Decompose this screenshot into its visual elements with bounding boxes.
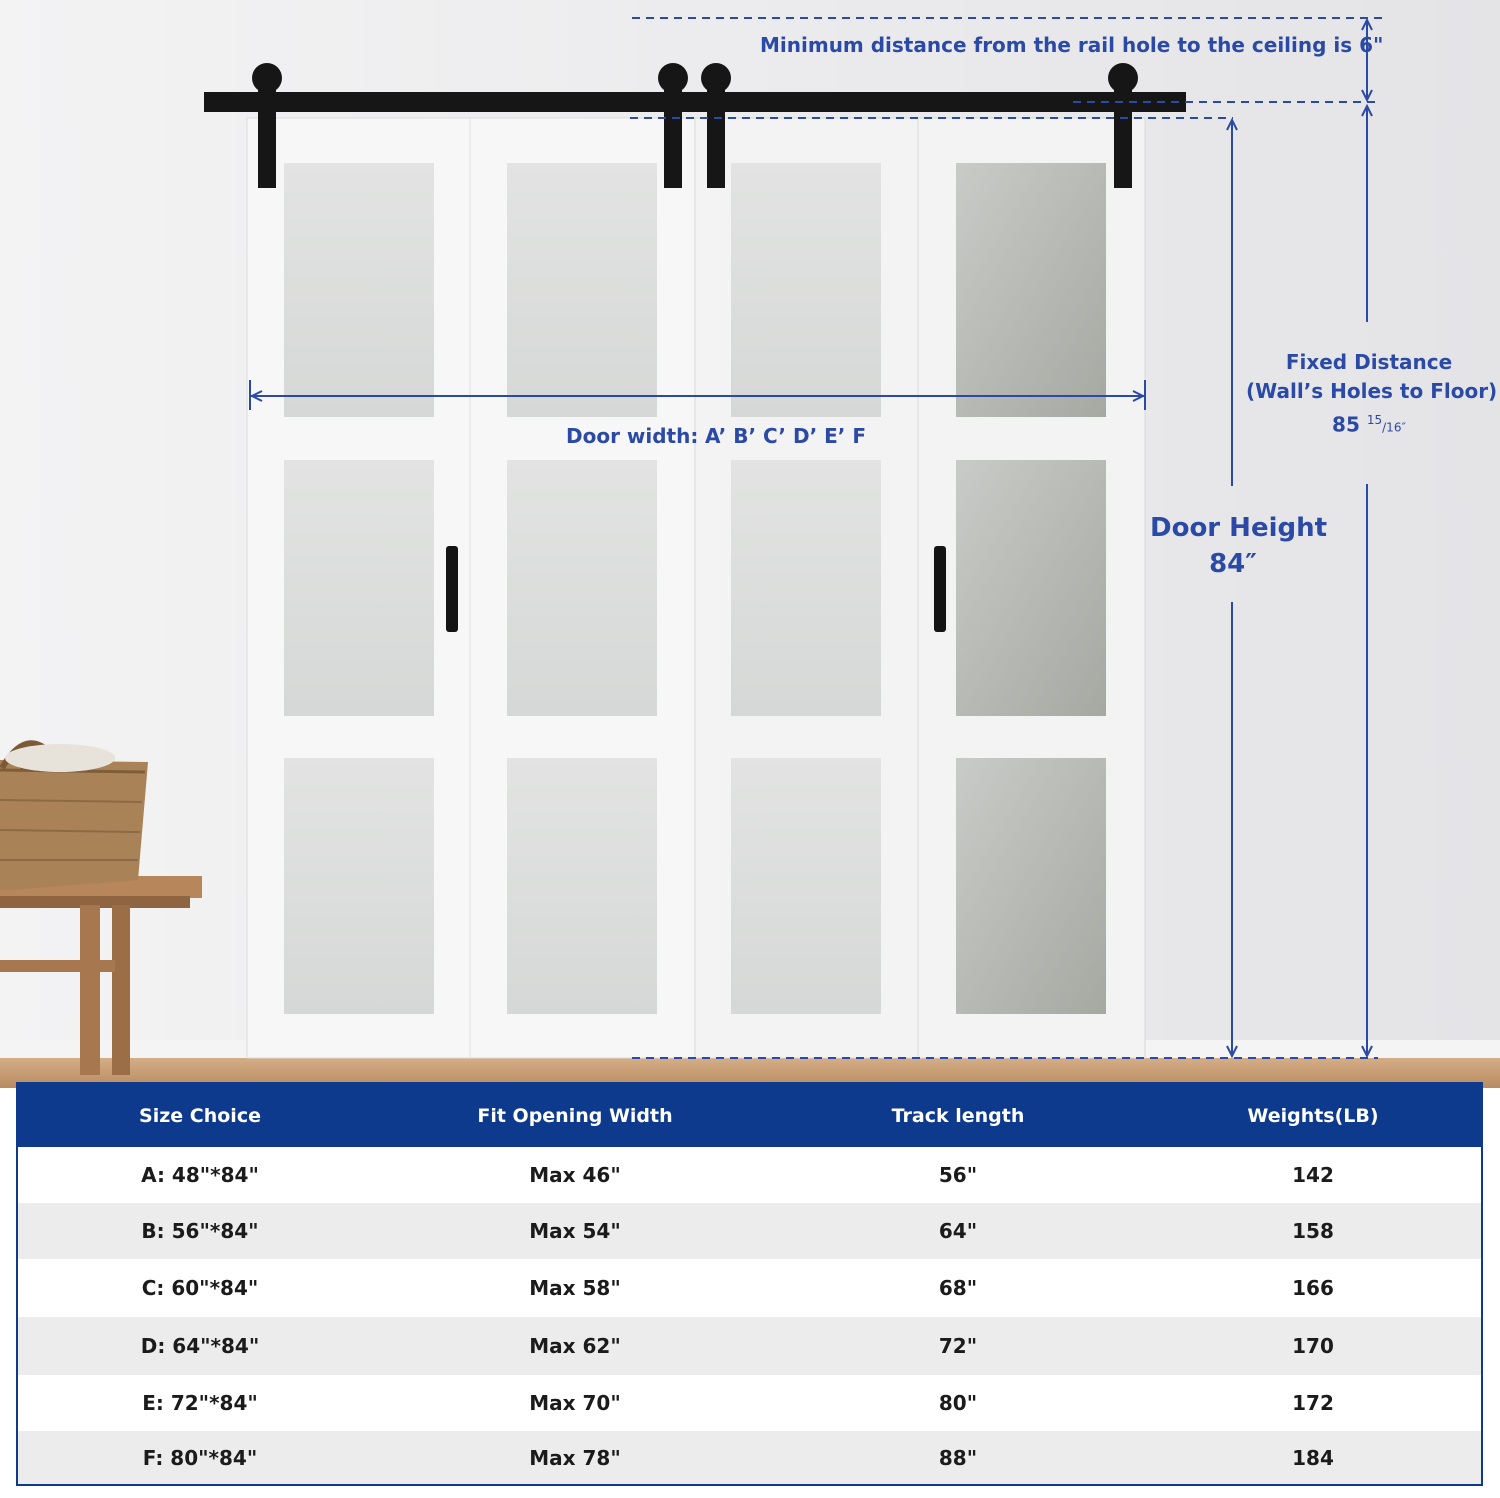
track-length-cell: 80"	[938, 1391, 978, 1415]
column-header: Weights(LB)	[1247, 1104, 1379, 1127]
track-length-cell: 56"	[938, 1163, 978, 1187]
opening-width-cell: Max 54"	[529, 1219, 621, 1243]
size-options-table	[16, 1082, 1483, 1486]
weight-cell: 166	[1292, 1276, 1334, 1300]
size-cell: E: 72"*84"	[142, 1391, 258, 1415]
track-length-cell: 88"	[938, 1445, 978, 1470]
size-cell: B: 56"*84"	[141, 1219, 259, 1243]
wicker-basket	[0, 743, 148, 890]
opening-width-cell: Max 46"	[529, 1163, 621, 1187]
table-row	[18, 1375, 1481, 1431]
door-handle-icon	[934, 546, 946, 632]
opening-width-cell: Max 78"	[529, 1445, 621, 1470]
size-cell: D: 64"*84"	[140, 1334, 260, 1358]
weight-cell: 170	[1292, 1334, 1334, 1358]
size-cell: C: 60"*84"	[141, 1276, 259, 1300]
track-length-cell: 72"	[938, 1334, 978, 1358]
fixed-distance-title: Fixed Distance	[1285, 350, 1453, 374]
size-cell: F: 80"*84"	[142, 1445, 258, 1470]
weight-cell: 142	[1292, 1163, 1334, 1187]
fixed-distance-callout	[1246, 348, 1498, 443]
weight-cell: 184	[1292, 1445, 1334, 1470]
weight-cell: 172	[1292, 1391, 1334, 1415]
table-header	[18, 1084, 1481, 1147]
fixed-distance-value: 85 $^{15}$/16″	[1332, 412, 1406, 437]
door-width-options: A’ B’ C’ D’ E’ F	[705, 424, 867, 448]
table-row	[18, 1259, 1481, 1317]
opening-width-cell: Max 62"	[529, 1334, 621, 1358]
door-handle-icon	[446, 546, 458, 632]
size-cell: A: 48"*84"	[141, 1163, 259, 1187]
table-row	[18, 1147, 1481, 1203]
fixed-distance-subtitle: (Wall’s Holes to Floor)	[1246, 379, 1498, 403]
barn-door-left	[247, 118, 695, 1058]
opening-width-cell: Max 70"	[529, 1391, 621, 1415]
column-header: Size Choice	[139, 1104, 261, 1127]
door-height-callout	[1150, 510, 1328, 582]
column-header: Fit Opening Width	[477, 1104, 673, 1127]
weight-cell: 158	[1292, 1219, 1334, 1243]
track-length-cell: 64"	[938, 1219, 978, 1243]
column-header: Track length	[891, 1104, 1025, 1127]
door-width-label: Door width:	[566, 424, 699, 448]
door-height-label: Door Height	[1150, 513, 1328, 543]
table-row	[18, 1317, 1481, 1375]
track-length-cell: 68"	[938, 1276, 978, 1300]
opening-width-cell: Max 58"	[529, 1276, 621, 1300]
table-row	[18, 1203, 1481, 1259]
ceiling-clearance-note: Minimum distance from the rail hole to the ceiling is 6"	[760, 33, 1384, 57]
barn-door-right	[695, 118, 1145, 1058]
table-row	[18, 1431, 1481, 1484]
door-height-value: 84″	[1209, 549, 1257, 579]
